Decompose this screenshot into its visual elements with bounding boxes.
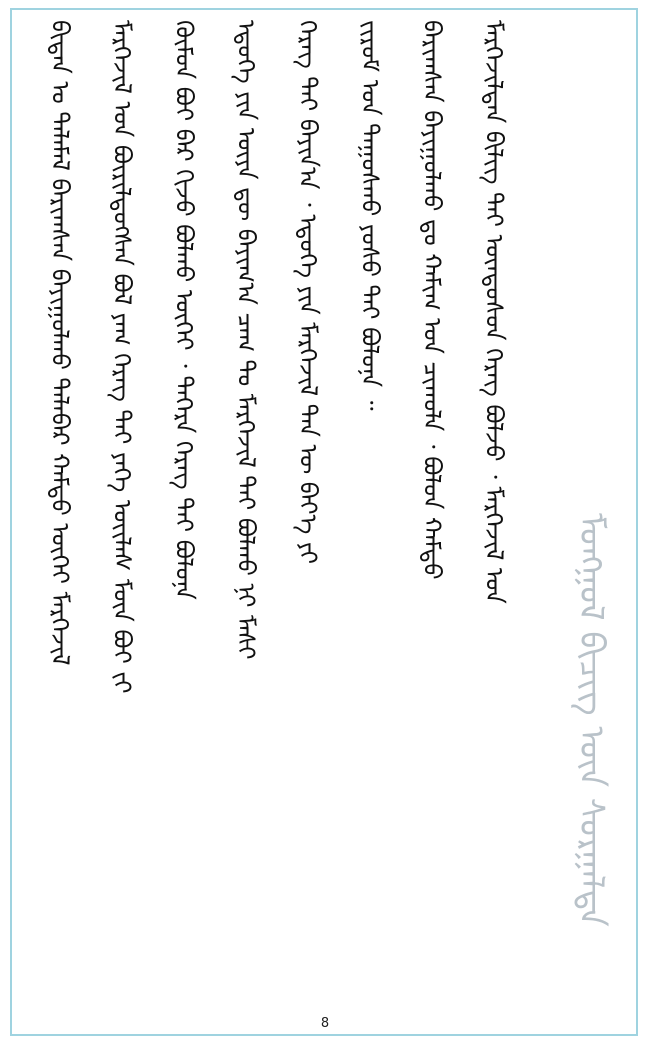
- text-column-1: ᠪᠢᠳᠡᠨ ᠤ ᠲᠡᠯᠡᠮᠡᠯ ᠪᠠᠷᠢᠭᠰᠠᠨ ᠪᠠᠶᠢᠭᠤᠯᠬᠤ ᠲᠠᠯᠠᠪᠠᠷ ᠬᠠᠮᠲᠤ ᠦᠭᠡᠢ ᠮᠡᠷᠭᠡᠵᠢᠯ: [46, 20, 74, 666]
- text-column-5: ᠬᠡᠷᠡᠭ ᠲᠡᠢ ᠪᠠᠶᠢᠨ᠎ᠠ ᠂ ᠡᠳᠦᠭᠡ ᠶᠢᠨ ᠮᠡᠷᠭᠡᠵᠢᠯ ᠲᠡᠨ ᠦ ᠪᠡᠶ᠎ᠡ ᠶᠢ: [294, 20, 322, 565]
- watermark-text: ᠮᠣᠩᠭᠣᠯ ᠪᠢᠴᠢᠭ ᠦᠨ ᠰᠤᠷᠭᠠᠯᠲᠠ: [571, 513, 611, 927]
- page-number: 8: [320, 1016, 330, 1031]
- text-column-3: ᠬᠦᠮᠦᠨ ᠪᠤᠢ ᠪᠠᠷ ᠬᠢᠵᠦ ᠪᠣᠯᠬᠤ ᠦᠭᠡᠢ ᠂ ᠲᠡᠭᠡᠷᠡ ᠬᠡᠷᠡᠭ ᠲᠡᠢ ᠪᠣᠯᠤᠨᠠ: [170, 20, 198, 600]
- text-column-7: ᠪᠠᠷᠢᠭᠰᠠᠨ ᠪᠠᠶᠢᠭᠤᠯᠬᠤ ᠳᠤ ᠬᠠᠮᠢᠭ ᠤᠨ ᠴᠢᠬᠤᠯᠠ ᠂ ᠪᠤᠯᠤᠨ ᠬᠠᠮᠲᠤ: [418, 20, 446, 580]
- text-column-8: ᠮᠡᠷᠭᠡᠵᠢᠯᠲᠡᠨ ᠪᠢᠯᠢᠭ ᠲᠡᠢ ᠦᠨᠳᠦᠰᠦᠨ ᠬᠡᠷᠡᠭ ᠪᠣᠯᠵᠤ ᠂ ᠮᠡᠷᠭᠡᠵᠢᠯ ᠤᠨ: [480, 20, 508, 604]
- text-body: [40, 20, 540, 1010]
- text-column-4: ᠡᠳᠦᠭᠡ ᠶᠢᠨ ᠦᠶᠡ ᠳᠦ ᠪᠠᠶᠢᠭ᠎ᠠ ᠴᠠᠭ ᠲᠤ ᠮᠡᠷᠭᠡᠵᠢᠯ ᠲᠡᠢ ᠪᠣᠯᠬᠤ ᠨᠢ ᠮᠠᠰᠢ: [232, 20, 260, 660]
- text-column-6: ᠵᠢᠷᠤᠮ ᠤᠨ ᠳᠠᠭᠤᠰᠬᠤ ᠶᠤᠰᠤ ᠲᠠᠢ ᠪᠣᠯᠤᠨᠠ ᠃: [356, 20, 384, 411]
- text-column-2: ᠮᠡᠷᠭᠡᠵᠢᠯ ᠤᠨ ᠪᠦᠷᠢᠯᠳᠦᠭᠰᠡᠨ ᠪᠣᠯ ᠶᠠᠭ ᠬᠡᠷᠡᠭ ᠲᠡᠢ ᠶᠡᠬᠡ ᠦᠢᠯᠡᠰ ᠮᠦᠨ ᠪᠤᠢ ᠵᠢ: [108, 20, 136, 694]
